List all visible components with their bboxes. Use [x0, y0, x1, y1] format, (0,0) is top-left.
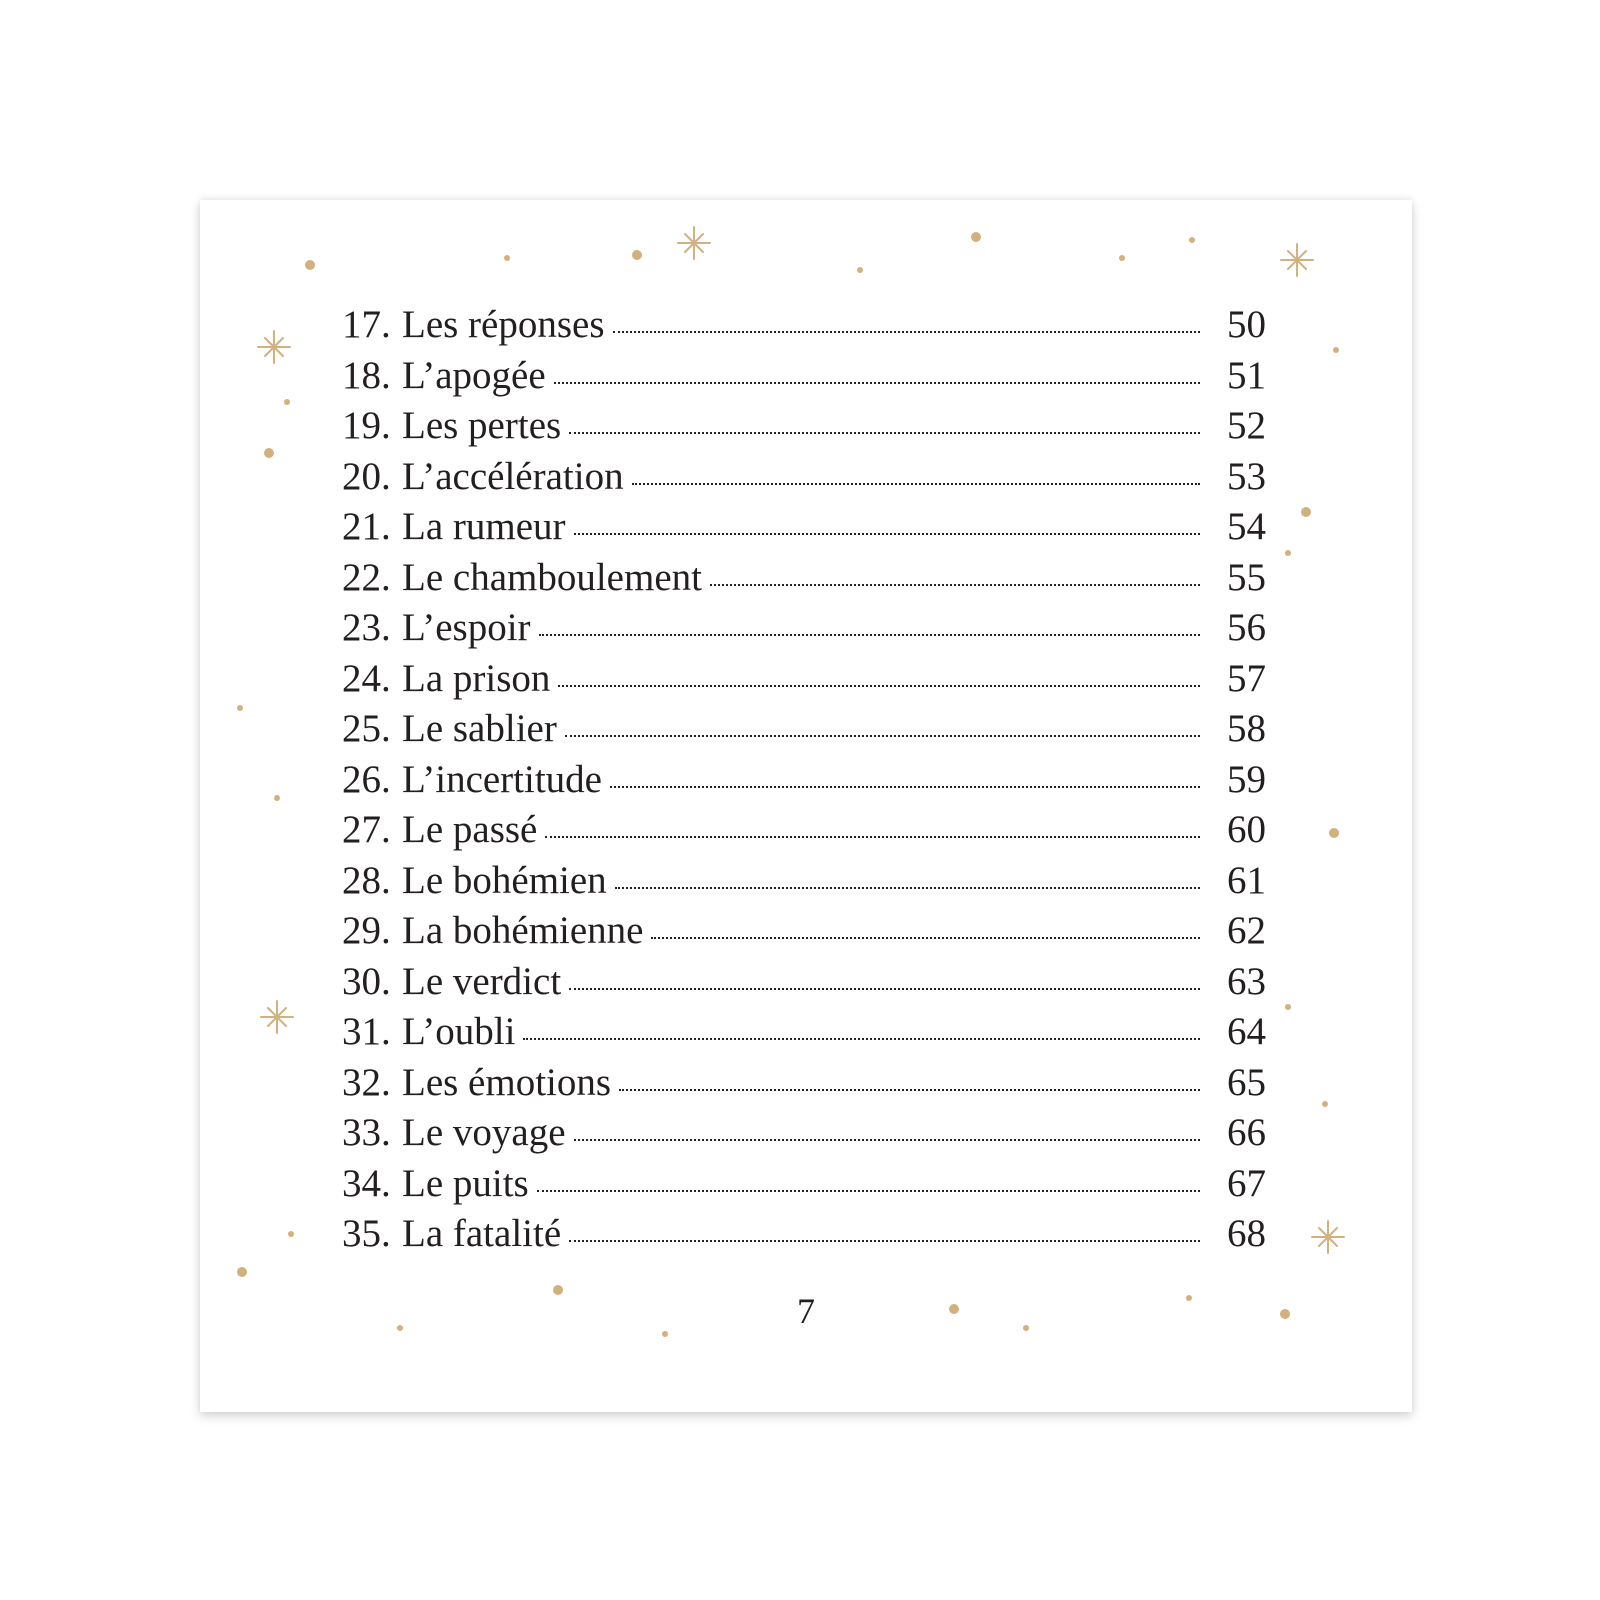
dot-leader — [615, 887, 1200, 889]
dot-leader — [569, 988, 1200, 990]
dot-leader — [632, 483, 1200, 485]
entry-page: 53 — [1227, 454, 1266, 498]
dot-decoration — [288, 1231, 294, 1237]
entry-title: L’apogée — [402, 353, 546, 397]
toc-entry[interactable] — [342, 704, 1266, 755]
entry-page: 61 — [1227, 858, 1266, 902]
entry-title: L’oubli — [402, 1010, 516, 1053]
toc-entry[interactable] — [342, 401, 1266, 452]
toc-entry[interactable] — [342, 1058, 1266, 1109]
dot-leader — [569, 432, 1200, 434]
entry-number: 19. — [342, 404, 391, 447]
toc-entry[interactable] — [342, 603, 1266, 654]
entry-number: 25. — [342, 707, 391, 750]
toc-entry[interactable] — [342, 1159, 1266, 1210]
entry-page: 64 — [1227, 1010, 1266, 1053]
dot-decoration — [274, 795, 280, 801]
entry-title: Le verdict — [402, 959, 562, 1003]
entry-title: Les émotions — [402, 1060, 612, 1104]
dot-decoration — [284, 399, 290, 405]
dot-decoration — [1322, 1101, 1328, 1107]
dot-leader — [554, 382, 1200, 384]
entry-number: 18. — [342, 353, 391, 397]
dot-leader — [539, 634, 1200, 636]
entry-number: 31. — [342, 1010, 391, 1053]
entry-page: 65 — [1227, 1060, 1266, 1104]
dot-decoration — [504, 255, 510, 261]
entry-number: 26. — [342, 757, 391, 801]
toc-entry[interactable] — [342, 755, 1266, 806]
dot-leader — [574, 533, 1200, 535]
toc-entry[interactable] — [342, 553, 1266, 604]
sparkle-icon — [261, 1001, 293, 1033]
toc-entry[interactable] — [342, 906, 1266, 957]
dot-leader — [574, 1139, 1200, 1141]
book-page — [200, 200, 1412, 1412]
table-of-contents — [342, 300, 1266, 1260]
entry-number: 30. — [342, 959, 391, 1003]
dot-decoration — [1333, 347, 1339, 353]
toc-entry[interactable] — [342, 805, 1266, 856]
toc-entry[interactable] — [342, 957, 1266, 1008]
sparkle-icon — [1312, 1221, 1344, 1253]
entry-title: Les réponses — [402, 303, 605, 346]
dot-leader — [710, 584, 1200, 586]
entry-title: La prison — [402, 656, 551, 700]
toc-entry[interactable] — [342, 300, 1266, 351]
entry-number: 20. — [342, 454, 391, 498]
entry-page: 51 — [1227, 353, 1266, 397]
toc-entry[interactable] — [342, 654, 1266, 705]
dot-decoration — [264, 448, 274, 458]
dot-leader — [569, 1240, 1200, 1242]
dot-decoration — [237, 1267, 247, 1277]
toc-entry[interactable] — [342, 856, 1266, 907]
entry-number: 33. — [342, 1111, 391, 1154]
entry-title: L’incertitude — [402, 757, 602, 801]
sparkle-icon — [1281, 244, 1313, 276]
entry-number: 28. — [342, 858, 391, 902]
toc-entry[interactable] — [342, 1209, 1266, 1260]
entry-page: 59 — [1227, 757, 1266, 801]
entry-page: 60 — [1227, 808, 1266, 851]
entry-title: L’espoir — [402, 606, 531, 649]
entry-title: La rumeur — [402, 505, 566, 548]
entry-title: Les pertes — [402, 404, 562, 447]
dot-decoration — [1189, 237, 1195, 243]
dot-leader — [610, 786, 1200, 788]
sparkle-icon — [678, 227, 710, 259]
page-number: 7 — [797, 1291, 815, 1331]
entry-page: 57 — [1227, 656, 1266, 700]
entry-number: 22. — [342, 555, 391, 599]
entry-page: 67 — [1227, 1161, 1266, 1205]
dot-leader — [537, 1190, 1200, 1192]
entry-title: La bohémienne — [402, 909, 644, 952]
entry-title: Le chamboulement — [402, 555, 702, 599]
entry-title: Le sablier — [402, 707, 557, 750]
entry-page: 52 — [1227, 404, 1266, 447]
toc-entry[interactable] — [342, 502, 1266, 553]
dot-decoration — [1329, 828, 1339, 838]
dot-leader — [558, 685, 1200, 687]
entry-number: 32. — [342, 1060, 391, 1104]
dot-decoration — [632, 250, 642, 260]
dot-leader — [523, 1038, 1200, 1040]
toc-entry[interactable] — [342, 1108, 1266, 1159]
dot-leader — [545, 836, 1200, 838]
dot-decoration — [237, 705, 243, 711]
entry-number: 24. — [342, 656, 391, 700]
entry-title: Le passé — [402, 808, 538, 851]
entry-number: 34. — [342, 1161, 391, 1205]
dot-decoration — [1285, 550, 1291, 556]
entry-number: 29. — [342, 909, 391, 952]
toc-entry[interactable] — [342, 1007, 1266, 1058]
entry-title: Le bohémien — [402, 858, 607, 902]
entry-number: 17. — [342, 303, 391, 346]
dot-decoration — [1119, 255, 1125, 261]
entry-page: 68 — [1227, 1212, 1266, 1255]
dot-leader — [651, 937, 1200, 939]
entry-number: 35. — [342, 1212, 391, 1255]
entry-page: 54 — [1227, 505, 1266, 548]
dot-leader — [565, 735, 1200, 737]
dot-decoration — [857, 267, 863, 273]
toc-entry[interactable] — [342, 452, 1266, 503]
toc-entry[interactable] — [342, 351, 1266, 402]
dot-leader — [613, 331, 1200, 333]
entry-page: 55 — [1227, 555, 1266, 599]
entry-title: Le puits — [402, 1161, 529, 1205]
dot-decoration — [971, 232, 981, 242]
dot-leader — [619, 1089, 1200, 1091]
entry-number: 27. — [342, 808, 391, 851]
entry-page: 50 — [1227, 303, 1266, 346]
entry-page: 62 — [1227, 909, 1266, 952]
entry-page: 56 — [1227, 606, 1266, 649]
entry-title: La fatalité — [402, 1212, 562, 1255]
entry-page: 66 — [1227, 1111, 1266, 1154]
sparkle-icon — [258, 331, 290, 363]
entry-title: L’accélération — [402, 454, 624, 498]
entry-page: 58 — [1227, 707, 1266, 750]
dot-decoration — [1301, 507, 1311, 517]
entry-number: 23. — [342, 606, 391, 649]
entry-page: 63 — [1227, 959, 1266, 1003]
entry-title: Le voyage — [402, 1111, 566, 1154]
entry-number: 21. — [342, 505, 391, 548]
dot-decoration — [305, 260, 315, 270]
dot-decoration — [1285, 1004, 1291, 1010]
